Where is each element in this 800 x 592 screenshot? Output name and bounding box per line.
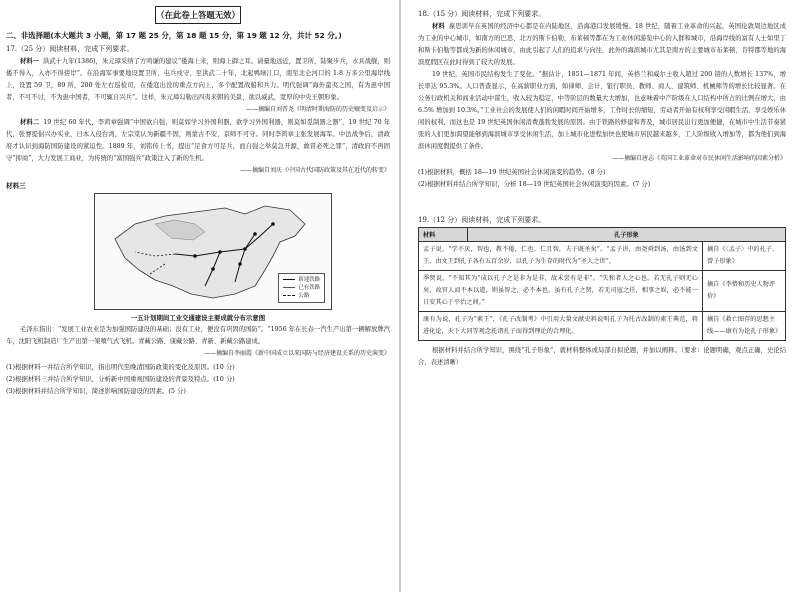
- legend-old-railway: 已有铁路: [283, 284, 320, 292]
- site-marker: [238, 262, 242, 266]
- q18-material-label: 材料: [432, 23, 445, 30]
- material-2-source: ——摘编自刘庆《中国古代国防政策及其在近代的转变》: [239, 167, 390, 174]
- q18-source: ——摘编自唐志《英国工业革命对市民休闲生活影响的因素分析》: [611, 155, 786, 162]
- right-page: [402, 0, 800, 592]
- legend-highway: 公路: [283, 292, 320, 300]
- table-row: [419, 242, 786, 271]
- map-caption: 一五计划期间工业交通建设主要成就分布示意图: [130, 314, 266, 322]
- no-answer-banner: （在此卷上答题无效）: [155, 6, 241, 24]
- site-marker: [271, 222, 275, 226]
- table-row: [419, 312, 786, 341]
- question-18-heading: 18.（15 分）阅读材料，完成下列要求。: [418, 10, 546, 18]
- table-row-quote: 康有为说，孔子为“素王”，《孔子改制考》中引用大量文献史料说明孔子为托古改制的素王典范，将进化论，天下大同等观念托诸孔子而得到理论的合理化。: [419, 312, 703, 341]
- q18-paragraph-2: 19 世纪，英国市民结构发生了变化。“据估计，1851—1871 年间，英格兰和威尔士收入超过 200 镑的人数增长 137%，增长率达 95.3%。人口普查显示，在高薪职业方面，如律师、会计、银行职员、教师、商人、建筑师、机械师等的增长比较显著。在公务行政机关和商业活动中谋生，收入较为稳定，中等阶层的数量大大增加，也意味着中产阶级在人口结构中所占的比例在增大，由 6.5% 增加到 10.3%。”工业社会的发展使人们的闲暇时间开始增多，工作时长的缩短，劳动者开始有权利享受闲暇生活，享受娱乐休闲的权利，而这也是 19 世纪英国休闲消费蓬勃发展的原因。由于铁路的修建和普及，城市居民出行更加便捷，在城市中生活节奏紧张的人们更加渴望能够到海滨城市享受休闲生活，加上城市化进程加快也使城市居民越来越多，工人阶级收入增加等，都为他们到海滨休闲度假提供了条件。: [418, 71, 786, 150]
- q18-paragraph-1: 材料 葆思训早在英国的经济中心都是在内陆地区，沿海港口发展缓慢。18 世纪，随着工业革命的兴起，英国伦敦周边地区成为工业的中心城市，如南方的巴思、北方的斯卡伯勒，布莱顿等都在为工业休闲游览中心的人群和城市，沿海岸线的富有人士如里丁和斯卡伯勒等都成为新的休闲城市，由此引起了人们的追求与向往，此外的海滨城市尤其是南方的主要城市布莱顿、肯特郡等地的海滨度假区在此时得到了较大的发展。: [418, 23, 787, 66]
- q18-sub-2: (2)根据材料并结合所学知识，分析 18—19 世纪英国社会休闲演变的因素。(7 分): [418, 180, 651, 188]
- site-marker: [218, 250, 222, 254]
- material-1-label: 材料一: [20, 58, 39, 65]
- section-title: 二、非选择题(本大题共 3 小题，第 17 题 25 分，第 18 题 15 分，第 19 题 12 分，共计 52 分。): [6, 31, 342, 40]
- material-1-source: ——摘编自刘晋尧《明清时期海防的历史嬗变及启示》: [245, 106, 390, 113]
- confucius-image-table: [418, 227, 786, 341]
- table-header-material: 材料: [419, 228, 468, 242]
- question-19-heading: 19.（12 分）阅读材料，完成下列要求。: [418, 216, 546, 224]
- q17-sub-3: (3)根据材料并结合所学知识，简述影响国防建设的因素。(5 分): [6, 387, 186, 395]
- material-3-source: ——摘编自李丽霞《新中国成立以来国防与经济建设关系的历史演变》: [203, 350, 390, 357]
- material-3-text: 毛泽东指出：“发展工业农业是为加强国防建设的基础；没有工业，便没有巩固的国防”。“1956 年在长春一汽生产出第一辆解放牌汽车，沈阳飞机制造厂生产出第一架喷气式飞机。青藏公路、康藏公路、青新、新藏公路建成。: [6, 326, 390, 345]
- page-spine: [399, 0, 401, 592]
- china-outline: [115, 206, 305, 298]
- q18-sub-1: (1)根据材料，概括 18—19 世纪英国社会休闲演变的趋势。(8 分): [418, 168, 606, 176]
- table-header-row: [419, 228, 786, 242]
- site-marker: [243, 247, 247, 251]
- table-row-source: 摘自《〈孟子〉中的孔子、曾子形象》: [703, 242, 786, 271]
- table-row-quote: 季贤说，“不知其为“成以孔子之是非为是非，故未尝有是非”。“失和者人之心也。若无孔子则无心矣，故官人而不本以道，则虽智之，必不本也。虽有孔子之贤，若无司寇之任，相事之娱，必不能一日安其心于平治之间。”: [419, 271, 703, 312]
- material-1-text: 洪武十九年(1386)，朱元璋采纳了方鸣谦的建议“倭海上来，则海上御之耳。请量地远近，置卫所，陆聚步兵，水具战舰，则倭不得入，入亦不得傍岸”。在沿海军事要地设置卫所，屯兵戍守，至洪武二十年，北起鸭绿江口，南至北仑河口的 1.8 万多公里海岸线上，设置 59 卫，89 所，200 处左右巡检司，在倭寇出没的重点方向上，多个配置战船和兵力。明代强调“海外蛮夷之国，有为患中国者，不可不讨，不为患中国者，不可辄自兴兵”。这样，朱元璋勾勒出四夷来朝的美景，欲以威武，宽厚的中央王朝形象。: [6, 58, 390, 101]
- q17-sub-1: (1)根据材料一并结合所学知识，指出明代至晚清国防政策的变化及原因。(10 分): [6, 363, 235, 371]
- site-marker: [211, 267, 215, 271]
- material-3-label: 材料三: [6, 182, 26, 190]
- q19-instructions: 根据材料并结合所学知识，围绕“孔子形象”，就材料整体或局部自拟论题，并加以阐释。（要求：论题明确，观点正确，史论结合，表述清晰）: [418, 347, 786, 366]
- material-2-label: 材料二: [20, 119, 40, 126]
- material-2: [6, 117, 390, 165]
- q17-sub-2: (2)根据材料三并结合所学知识，分析新中国重视国防建设的背景及特点。(10 分): [6, 375, 235, 383]
- question-17-heading: 17.（25 分）阅读材料，完成下列要求。: [6, 45, 134, 53]
- site-marker: [253, 232, 257, 236]
- material-2-text: 19 世纪 60 年代，李鸿章强调“中国欲自强，则莫如学习外国利器，欲学习外国利器，则莫如觅制器之器”，19 世纪 70 年代，张謇提倡兴办实业，日本入侵台湾，左宗棠认为新疆不固，则蒙古不安，京师不可守。同时李鸿章主张发展海军。中法战争后，清政府才认识到海防国防建设的紧迫性。1889 年，刘铭传上书，提出“足食方可足兵，而自强之举莫急开源，敢冒必死之罪”，清政府不再固守“抑商”，大力发展工商业，为传统的“富国强兵”政策注入了新的生机。: [6, 119, 391, 162]
- site-marker: [193, 254, 197, 258]
- table-row-quote: 孟子说，“学不厌，智也，教不倦，仁也。仁且智，夫子既圣矣”。“孟子讲，由尧舜到汤，由汤到文王，由文王到孔子各有五百余岁，以孔子为生存的时代为“圣人之世”。: [419, 242, 703, 271]
- table-row-source: 摘自《救亡图存的思想主线——康有为论孔子形象》: [703, 312, 786, 341]
- china-map-figure: [94, 193, 332, 310]
- table-row: [419, 271, 786, 312]
- material-1: [6, 56, 390, 104]
- table-row-source: 摘自《李贽和历史人物评价》: [703, 271, 786, 312]
- legend-new-railway: 新建铁路: [283, 276, 320, 284]
- table-header-image: 孔子形象: [468, 228, 786, 242]
- map-legend: [278, 273, 325, 303]
